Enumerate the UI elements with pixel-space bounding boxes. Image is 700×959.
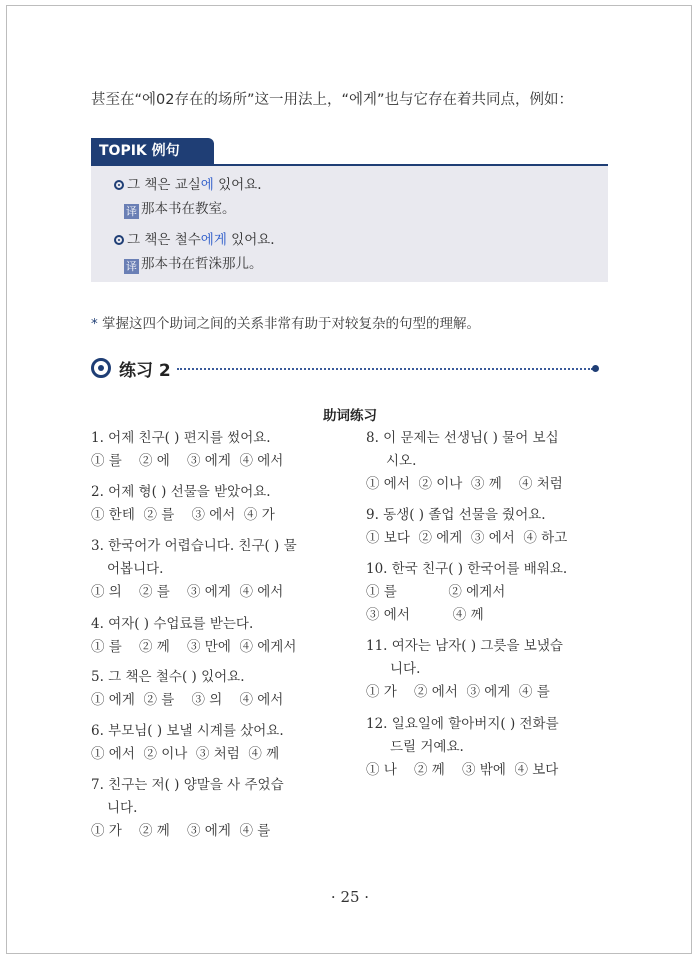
page-number: · 25 · [330, 888, 370, 906]
section-title: 助词练习 [323, 408, 377, 424]
example-1-korean: 그 책은 교실에 있어요. [114, 173, 262, 193]
example-2-korean: 그 책은 철수에게 있어요. [114, 228, 275, 248]
exercise-title: 练习 2 [119, 361, 171, 381]
bullet-icon [114, 180, 124, 190]
question-7: 7. 친구는 저( ) 양말을 사 주었습 니다. ① 가 ② 께 ③ 에게 ④ 를 [91, 777, 284, 839]
dotted-divider [177, 368, 593, 370]
question-2: 2. 어제 형( ) 선물을 받았어요. ① 한테 ② 를 ③ 에서 ④ 가 [91, 484, 275, 523]
question-3: 3. 한국어가 어렵습니다. 친구( ) 물 어봅니다. ① 의 ② 를 ③ 에게 ④ 에서 [91, 538, 297, 600]
topik-example-box [91, 164, 608, 282]
example-2-chinese: 译 那本书在哲洙那儿。 [126, 256, 263, 273]
question-8: 8. 이 문제는 선생님( ) 물어 보십 시오. ① 에서 ② 이나 ③ 께 ④ 처럼 [366, 430, 563, 492]
question-12: 12. 일요일에 할아버지( ) 전화를 드릴 거예요. ① 나 ② 께 ③ 밖에 ④ 보다 [366, 716, 559, 778]
target-icon [91, 358, 111, 378]
example-1-chinese: 译 那本书在教室。 [126, 201, 236, 218]
intro-text: 甚至在“에02存在的场所”这一用法上，“에게”也与它存在着共同点，例如： [91, 92, 574, 108]
question-9: 9. 동생( ) 졸업 선물을 줬어요. ① 보다 ② 에게 ③ 에서 ④ 하고 [366, 507, 568, 546]
question-11: 11. 여자는 남자( ) 그릇을 보냈습 니다. ① 가 ② 에서 ③ 에게 ④ 를 [366, 638, 563, 700]
question-5: 5. 그 책은 철수( ) 있어요. ① 에게 ② 를 ③ 의 ④ 에서 [91, 669, 284, 708]
question-4: 4. 여자( ) 수업료를 받는다. ① 를 ② 께 ③ 만에 ④ 에게서 [91, 616, 297, 655]
translate-icon: 译 [126, 205, 137, 218]
divider-end-dot [592, 365, 599, 372]
translate-icon: 译 [126, 260, 137, 273]
question-1: 1. 어제 친구( ) 편지를 썼어요. ① 를 ② 에 ③ 에게 ④ 에서 [91, 430, 284, 469]
topik-tab: TOPIK 例句 [91, 138, 214, 164]
question-6: 6. 부모님( ) 보낼 시계를 샀어요. ① 에서 ② 이나 ③ 처럼 ④ 께 [91, 723, 284, 762]
question-10: 10. 한국 친구( ) 한국어를 배워요. ① 를 ② 에게서 ③ 에서 ④ 께 [366, 561, 568, 623]
bullet-icon [114, 235, 124, 245]
exercise-heading [91, 356, 611, 380]
note-text: * 掌握这四个助词之间的关系非常有助于对较复杂的句型的理解。 [91, 316, 481, 332]
